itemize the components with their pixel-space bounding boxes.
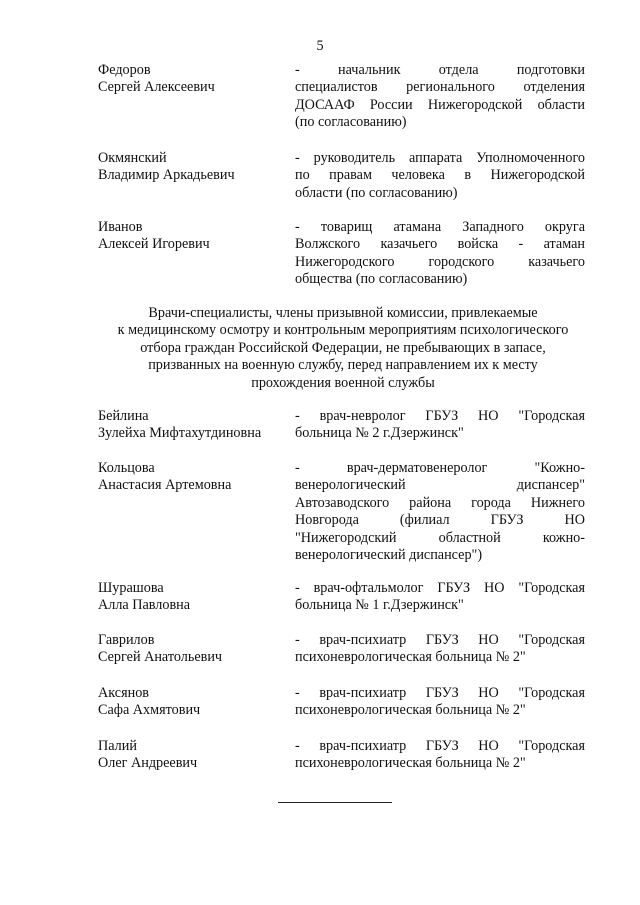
position-line: области (по согласованию)	[295, 184, 458, 201]
member-position	[295, 150, 585, 202]
given-names: Сергей Анатольевич	[98, 649, 223, 666]
position-line: - врач-психиатр ГБУЗ НО "Городская	[295, 632, 585, 648]
doctor-position	[295, 685, 585, 720]
position-line: - врач-психиатр ГБУЗ НО "Городская	[295, 738, 585, 754]
member-name	[98, 219, 288, 254]
given-names: Сафа Ахмятович	[98, 702, 201, 719]
member-name	[98, 62, 288, 97]
given-names: Зулейха Мифтахутдиновна	[98, 425, 262, 442]
given-names: Владимир Аркадьевич	[98, 167, 235, 184]
surname: Федоров	[98, 62, 151, 78]
position-line: - руководитель аппарата Уполномоченного	[295, 150, 585, 166]
position-line: психоневрологическая больница № 2"	[295, 702, 526, 719]
surname: Шурашова	[98, 580, 164, 596]
surname: Бейлина	[98, 408, 149, 424]
doctor-position	[295, 738, 585, 773]
heading-line: к медицинскому осмотру и контрольным мероприятиям психологического	[117, 322, 569, 339]
doctor-position	[295, 460, 585, 564]
heading-line: призванных на военную службу, перед направлением их к месту	[148, 357, 538, 374]
position-line: - начальник отдела подготовки	[295, 62, 585, 78]
given-names: Сергей Алексеевич	[98, 79, 215, 96]
position-line: венерологический диспансер"	[295, 477, 585, 494]
position-line: - врач-психиатр ГБУЗ НО "Городская	[295, 685, 585, 701]
position-line: общества (по согласованию)	[295, 271, 468, 288]
doctor-name	[98, 408, 288, 443]
position-line: - врач-офтальмолог ГБУЗ НО "Городская	[295, 580, 585, 596]
position-line: больница № 1 г.Дзержинск"	[295, 597, 464, 614]
doctor-name	[98, 460, 288, 495]
doctor-position	[295, 408, 585, 443]
position-line: Волжского казачьего войска - атаман	[295, 236, 585, 253]
position-line: - врач-дерматовенеролог "Кожно-	[295, 460, 585, 476]
surname: Палий	[98, 738, 137, 754]
position-line: Автозаводского района города Нижнего	[295, 494, 585, 511]
given-names: Анастасия Артемовна	[98, 477, 232, 494]
doctor-name	[98, 685, 288, 720]
surname: Аксянов	[98, 685, 149, 701]
member-position	[295, 62, 585, 132]
surname: Окмянский	[98, 150, 167, 166]
given-names: Алексей Игоревич	[98, 236, 210, 253]
surname: Гаврилов	[98, 632, 155, 648]
surname: Кольцова	[98, 460, 155, 476]
position-line: по правам человека в Нижегородской	[295, 167, 585, 184]
given-names: Олег Андреевич	[98, 755, 198, 772]
position-line: ДОСААФ России Нижегородской области	[295, 96, 585, 113]
position-line: - товарищ атамана Западного округа	[295, 219, 585, 235]
doctor-name	[98, 632, 288, 667]
member-position	[295, 219, 585, 289]
position-line: психоневрологическая больница № 2"	[295, 649, 526, 666]
position-line: Новгорода (филиал ГБУЗ НО	[295, 512, 585, 529]
heading-line: отбора граждан Российской Федерации, не пребывающих в запасе,	[140, 339, 546, 356]
given-names: Алла Павловна	[98, 597, 191, 614]
section-heading	[98, 305, 588, 392]
position-line: венерологический диспансер")	[295, 547, 483, 564]
doctor-position	[295, 580, 585, 615]
doctor-name	[98, 738, 288, 773]
position-line: - врач-невролог ГБУЗ НО "Городская	[295, 408, 585, 424]
doctor-name	[98, 580, 288, 615]
position-line: "Нижегородский областной кожно-	[295, 529, 585, 546]
member-name	[98, 150, 288, 185]
heading-line: Врачи-специалисты, члены призывной комиссии, привлекаемые	[148, 305, 538, 321]
position-line: больница № 2 г.Дзержинск"	[295, 425, 464, 442]
surname: Иванов	[98, 219, 143, 235]
position-line: психоневрологическая больница № 2"	[295, 755, 526, 772]
page-number: 5	[316, 38, 324, 54]
heading-line: прохождения военной службы	[251, 374, 435, 391]
position-line: специалистов регионального отделения	[295, 79, 585, 96]
end-of-list-rule	[278, 802, 392, 803]
doctor-position	[295, 632, 585, 667]
position-line: (по согласованию)	[295, 114, 407, 131]
position-line: Нижегородского городского казачьего	[295, 253, 585, 270]
